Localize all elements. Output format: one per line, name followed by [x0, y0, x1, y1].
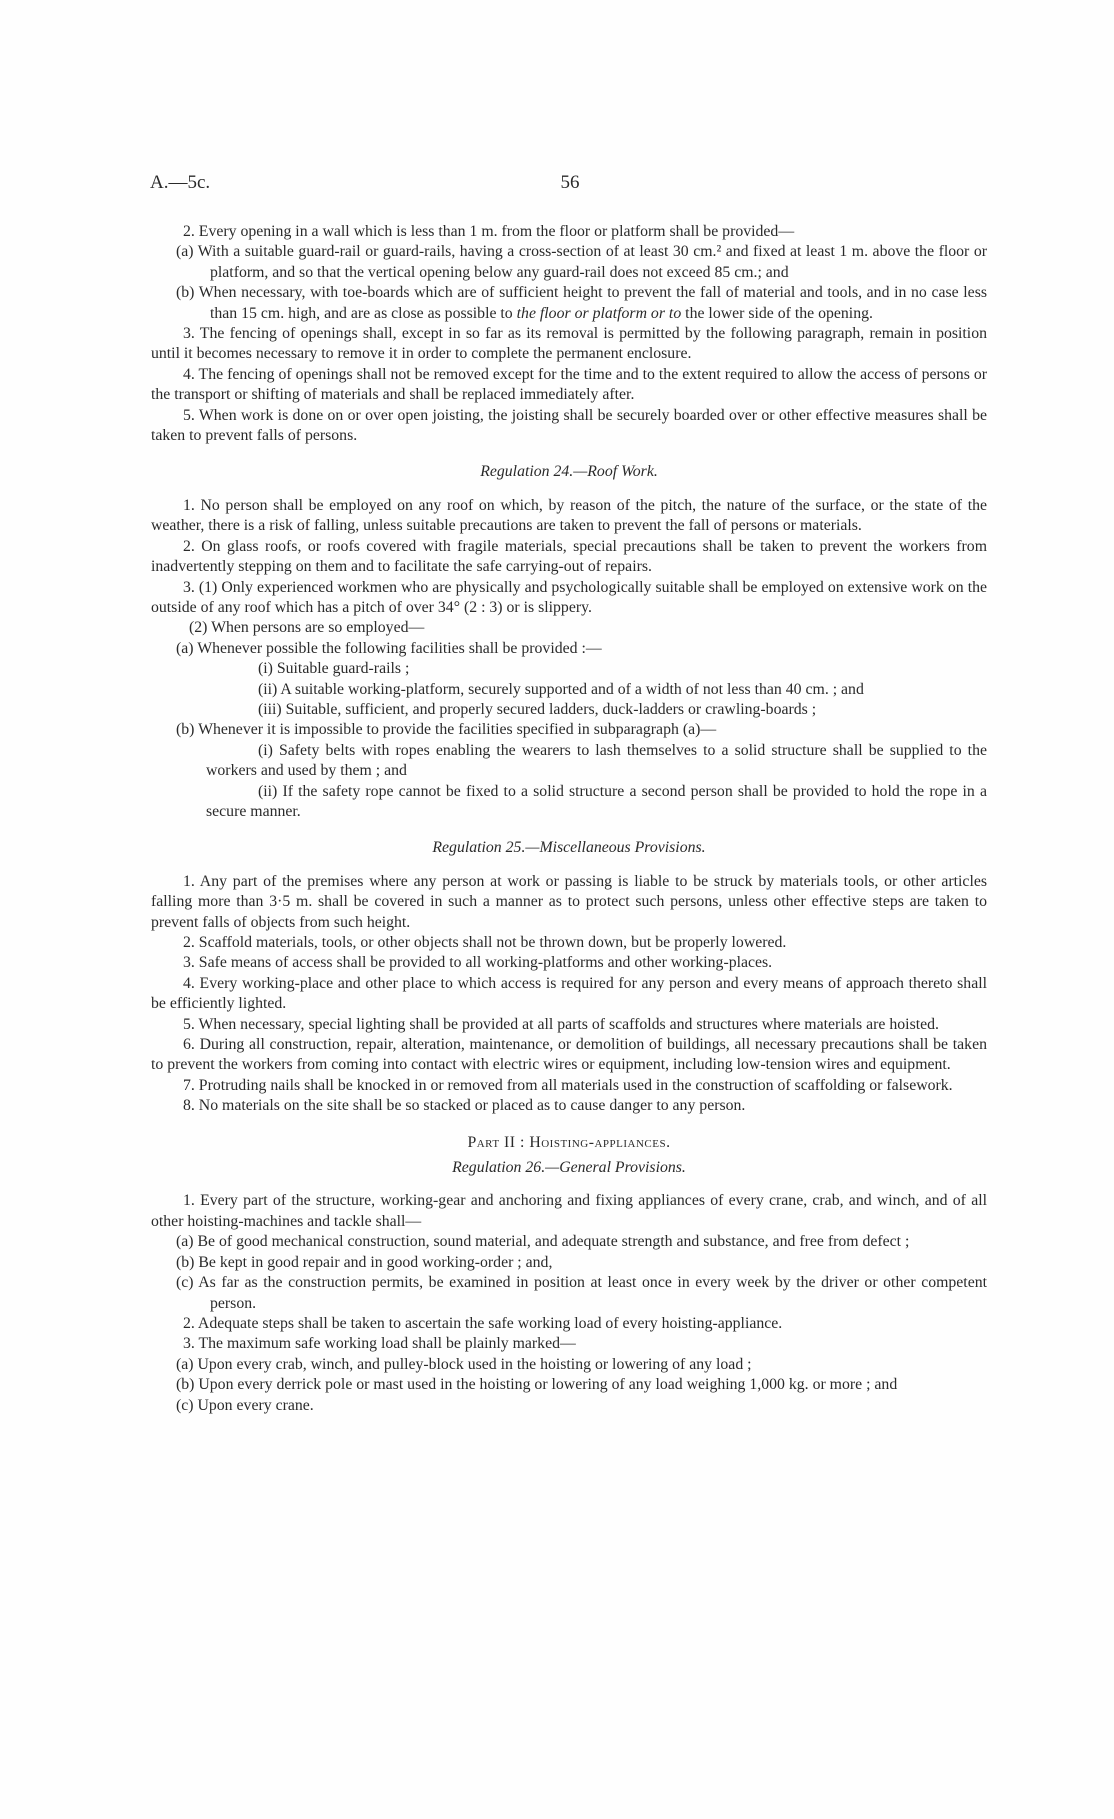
section-heading: Regulation 24.—Roof Work. — [480, 463, 658, 481]
sub-item: (ii) If the safety rope cannot be fixed to a solid structure a second person shall be provided to hold the rope in a secure manner. — [206, 782, 987, 820]
paragraph: 1. Every part of the structure, working-gear and anchoring and fixing appliances of every crane, crab, and winch, and of all other hoisting-machines and tackle shall— — [151, 1192, 987, 1230]
paragraph: 1. No person shall be employed on any roof on which, by reason of the pitch, the nature of the surface, or the state of the weather, there is a risk of falling, unless suitable precautions are taken to prevent the fall of persons or materials. — [151, 496, 987, 535]
page-body — [151, 222, 987, 1416]
part-heading: Part II : Hoisting-appliances. — [467, 1133, 671, 1151]
list-item: (a) Whenever possible the following facilities shall be provided :— — [176, 639, 602, 657]
paragraph: 8. No materials on the site shall be so stacked or placed as to cause danger to any person. — [183, 1097, 746, 1115]
paragraph: 5. When necessary, special lighting shall be provided at all parts of scaffolds and structures where materials are hoisted. — [183, 1015, 939, 1033]
list-item: (a) With a suitable guard-rail or guard-rails, having a cross-section of at least 30 cm.² and fixed at least 1 m. above the floor or platform, and so that the vertical opening below any guard-rail does not exceed 85 cm.; and — [176, 243, 987, 281]
paragraph: 3. (1) Only experienced workmen who are physically and psychologically suitable shall be employed on extensive work on the outside of any roof which has a pitch of over 34° (2 : 3) or is slippery. — [151, 578, 987, 616]
paragraph: 3. The maximum safe working load shall be plainly marked— — [183, 1335, 576, 1353]
list-item: (b) Whenever it is impossible to provide the facilities specified in subparagraph (a)— — [176, 721, 717, 739]
paragraph: 3. The fencing of openings shall, except in so far as its removal is permitted by the following paragraph, remain in position until it becomes necessary to remove it in order to complete the permanent enclosure. — [151, 325, 987, 363]
list-item: (a) Be of good mechanical construction, sound material, and adequate strength and substance, and free from defect ; — [176, 1233, 910, 1251]
sub-item: (ii) A suitable working-platform, securely supported and of a width of not less than 40 cm. ; and — [258, 680, 864, 698]
paragraph: 2. Scaffold materials, tools, or other objects shall not be thrown down, but be properly lowered. — [183, 934, 787, 951]
paragraph: 5. When work is done on or over open joisting, the joisting shall be securely boarded over or other effective measures shall be taken to prevent falls of persons. — [151, 406, 987, 445]
paragraph: 2. On glass roofs, or roofs covered with fragile materials, special precautions shall be taken to prevent the workers from inadvertently stepping on them and to facilitate the safe carrying-out of repairs. — [151, 537, 987, 576]
paragraph: 4. The fencing of openings shall not be removed except for the time and to the extent required to allow the access of persons or the transport or shifting of materials and shall be replaced immediately after. — [151, 365, 987, 404]
section-heading: Regulation 25.—Miscellaneous Provisions. — [432, 839, 706, 857]
paragraph: 6. During all construction, repair, alteration, maintenance, or demolition of buildings, all necessary precautions shall be taken to prevent the workers from coming into contact with electric wires or equipment, including low-tension wires and equipment. — [151, 1036, 987, 1074]
page-number: 56 — [560, 172, 580, 193]
list-item: (b) Upon every derrick pole or mast used in the hoisting or lowering of any load weighing 1,000 kg. or more ; and — [176, 1376, 898, 1394]
list-item: (b) When necessary, with toe-boards which are of sufficient height to prevent the fall of material and tools, and in no case less than 15 cm. high, and are as close as possible to the floor or platform or to the lower side of the opening. — [176, 284, 987, 322]
list-item: (c) As far as the construction permits, be examined in position at least once in every week by the driver or other competent person. — [176, 1274, 987, 1312]
sub-item: (iii) Suitable, sufficient, and properly secured ladders, duck-ladders or crawling-boards ; — [258, 700, 817, 718]
document-code: A.—5c. — [150, 172, 211, 193]
sub-item: (i) Suitable guard-rails ; — [258, 660, 410, 678]
list-item: (a) Upon every crab, winch, and pulley-block used in the hoisting or lowering of any load ; — [176, 1355, 752, 1373]
paragraph: 2. Every opening in a wall which is less than 1 m. from the floor or platform shall be provided— — [183, 223, 795, 240]
page-header — [150, 172, 950, 196]
paragraph: 4. Every working-place and other place to which access is required for any person and every means of approach thereto shall be efficiently lighted. — [151, 974, 987, 1013]
paragraph: (2) When persons are so employed— — [189, 619, 425, 637]
paragraph: 7. Protruding nails shall be knocked in or removed from all materials used in the construction of scaffolding or falsework. — [183, 1076, 953, 1094]
section-heading: Regulation 26.—General Provisions. — [452, 1159, 686, 1177]
paragraph: 2. Adequate steps shall be taken to ascertain the safe working load of every hoisting-appliance. — [183, 1314, 783, 1332]
paragraph: 1. Any part of the premises where any person at work or passing is liable to be struck by materials tools, or other articles falling more than 3·5 m. shall be covered in such a manner as to protect such persons, unless other effective steps are taken to prevent falls of objects from such height. — [151, 872, 987, 931]
list-item: (b) Be kept in good repair and in good working-order ; and, — [176, 1253, 553, 1271]
list-item: (c) Upon every crane. — [176, 1396, 314, 1414]
paragraph: 3. Safe means of access shall be provided to all working-platforms and other working-places. — [183, 954, 773, 972]
sub-item: (i) Safety belts with ropes enabling the wearers to lash themselves to a solid structure shall be supplied to the workers and used by them ; and — [206, 741, 987, 780]
